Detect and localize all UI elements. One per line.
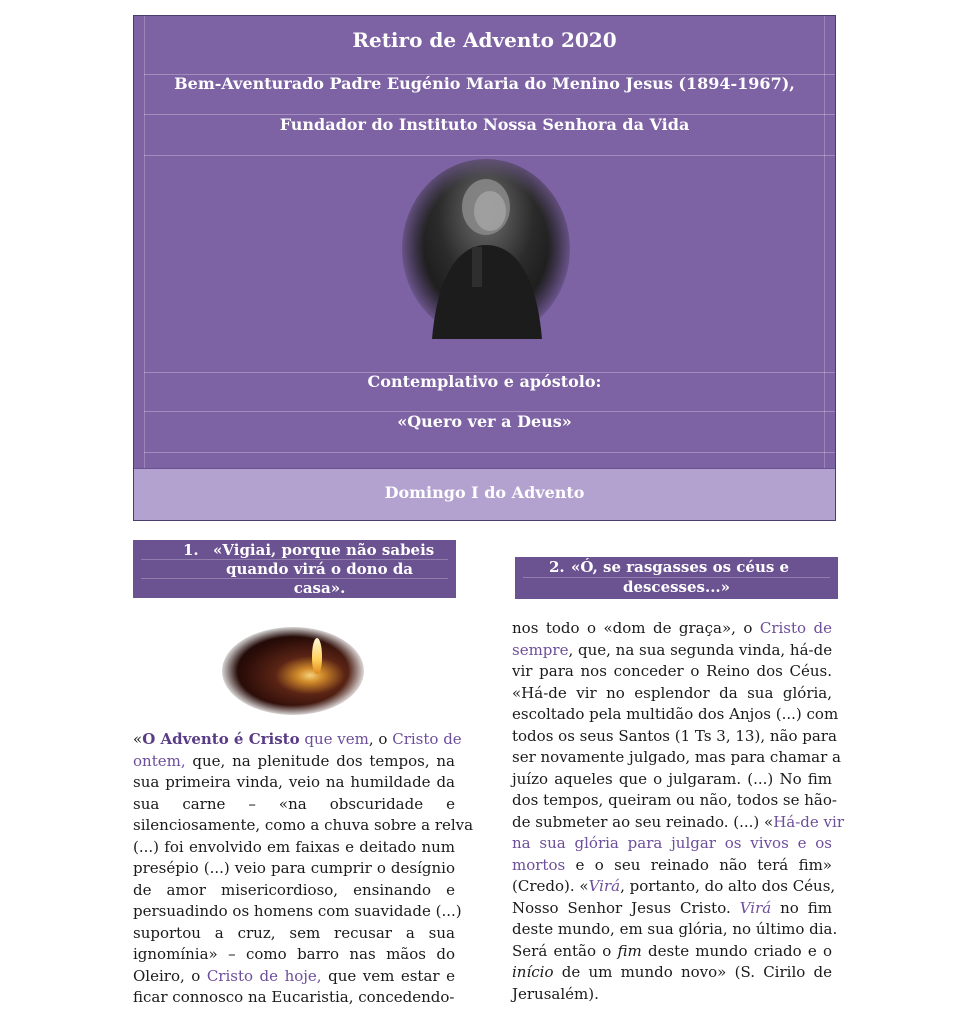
text-run: Cristo de [759, 619, 832, 637]
section1-number: 1. [183, 541, 199, 559]
text-run: ontem, [133, 751, 186, 770]
text-line [133, 815, 474, 837]
motto-line1: Contemplativo e apóstolo: [367, 372, 602, 391]
text-run: deste mundo criado e o [641, 941, 833, 960]
text-line [512, 769, 832, 791]
candle-flame [312, 638, 322, 674]
text-line [133, 837, 455, 859]
text-run: Cristo de [392, 730, 462, 748]
text-run: Será então o [512, 941, 618, 960]
header-purple-panel [134, 16, 835, 468]
text-line [133, 751, 455, 773]
text-run: «Há-de vir no esplendor da sua glória, [512, 683, 832, 702]
text-run: suportou a cruz, sem recusar a sua [133, 923, 455, 942]
text-line [512, 747, 841, 769]
text-run: « [133, 730, 143, 748]
text-run: de amor misericordioso, ensinando e [133, 880, 455, 899]
header-subtitle-line2: Fundador do Instituto Nossa Senhora da Vida [279, 115, 690, 134]
section1-title-line2: quando virá o dono da [225, 560, 414, 578]
text-run: O Advento é Cristo [142, 730, 300, 748]
section2-title-line2: descesses...» [622, 578, 731, 596]
text-run: que, na plenitude dos tempos, na [185, 751, 455, 770]
text-run: Nosso Senhor Jesus Cristo. [512, 898, 740, 917]
candle-image [222, 627, 364, 715]
header-title: Retiro de Advento 2020 [352, 28, 617, 52]
text-run: juízo aqueles que o julgaram. (...) No fim [512, 769, 832, 788]
text-run: no fim [771, 898, 832, 917]
text-run: Há-de vir [773, 812, 844, 831]
retreat-header [133, 15, 836, 521]
text-line [133, 729, 462, 751]
text-line [133, 858, 455, 880]
text-run: de submeter ao seu reinado. (...) « [512, 812, 774, 831]
text-line [512, 876, 836, 898]
section1-title-line3: casa». [293, 579, 346, 597]
text-line [133, 944, 455, 966]
text-run: Oleiro, o [133, 966, 207, 985]
text-run: que vem estar e [321, 966, 455, 985]
text-line [133, 772, 455, 794]
text-line [512, 898, 832, 920]
text-run: sempre [512, 640, 569, 659]
text-line [133, 966, 455, 988]
text-run: Virá [588, 877, 621, 895]
text-line [512, 855, 832, 877]
text-run: deste mundo, em sua glória, no último dia. [512, 920, 838, 938]
section1-body [133, 729, 474, 1009]
text-line [512, 661, 832, 683]
text-run: sua carne – «na obscuridade e [133, 794, 455, 813]
sunday-label: Domingo I do Advento [384, 483, 585, 502]
text-run: nos todo o «dom de graça», o [512, 619, 760, 637]
text-run: ignomínia» – como barro nas mãos do [133, 945, 455, 963]
text-run: , que, na sua segunda vinda, há-de [568, 640, 833, 659]
text-line [512, 812, 844, 834]
text-line [512, 683, 832, 705]
text-line [512, 962, 832, 984]
text-line [512, 919, 838, 941]
text-line [133, 794, 455, 816]
motto-line2: «Quero ver a Deus» [397, 412, 572, 431]
text-line [512, 984, 832, 1006]
text-line [512, 833, 832, 855]
text-run: persuadindo os homens com suavidade (...) [133, 902, 462, 920]
text-run: , portanto, do alto dos Céus, [620, 877, 836, 895]
text-run: que vem [299, 730, 369, 748]
text-run: início [512, 963, 554, 981]
text-line [512, 790, 837, 812]
text-run: Virá [739, 898, 772, 917]
text-line [133, 923, 455, 945]
section2-body [512, 618, 844, 1005]
text-run: ficar connosco na Eucaristia, concedendo- [133, 988, 455, 1006]
text-run: Cristo de hoje, [206, 966, 322, 985]
text-line [512, 941, 832, 963]
text-run: mortos [512, 855, 566, 874]
section1-heading [133, 540, 456, 598]
text-run: escoltado pela multidão dos Anjos (...) com [512, 705, 839, 723]
text-run: todos os seus Santos (1 Ts 3, 13), não para [512, 726, 837, 745]
section2-heading [515, 557, 838, 599]
section1-title-line1: «Vigiai, porque não sabeis [213, 541, 435, 559]
text-line [512, 640, 832, 662]
text-line [512, 704, 839, 726]
text-run: fim [617, 941, 642, 960]
portrait-photo [402, 159, 570, 339]
text-run: de um mundo novo» (S. Cirilo de [553, 963, 832, 981]
text-run: , o [368, 730, 393, 748]
text-run: presépio (...) veio para cumprir o desígnio [133, 859, 455, 877]
text-line [512, 726, 837, 748]
sunday-banner [134, 468, 835, 521]
text-run: vir para nos conceder o Reino dos Céus. [512, 662, 832, 680]
priest-silhouette [402, 159, 570, 339]
text-run: Jerusalém). [512, 984, 599, 1003]
text-run: (Credo). « [512, 877, 589, 895]
text-run: na sua glória para julgar os vivos e os [512, 834, 832, 852]
text-run: dos tempos, queiram ou não, todos se hão- [512, 791, 837, 809]
text-run: sua primeira vinda, veio na humildade da [133, 773, 455, 791]
text-line [512, 618, 832, 640]
section2-number: 2. [549, 558, 565, 576]
text-line [133, 901, 462, 923]
text-run: ser novamente julgado, mas para chamar a [512, 748, 841, 766]
text-run: (...) foi envolvido em faixas e deitado num [133, 837, 455, 856]
text-line [133, 880, 455, 902]
section2-title-line1: «Ó, se rasgasses os céus e [571, 558, 790, 576]
text-run: silenciosamente, como a chuva sobre a relva [133, 816, 474, 834]
header-subtitle-line1: Bem-Aventurado Padre Eugénio Maria do Menino Jesus (1894-1967), [174, 74, 795, 93]
text-run: e o seu reinado não terá fim» [565, 855, 832, 874]
text-line [133, 987, 455, 1009]
